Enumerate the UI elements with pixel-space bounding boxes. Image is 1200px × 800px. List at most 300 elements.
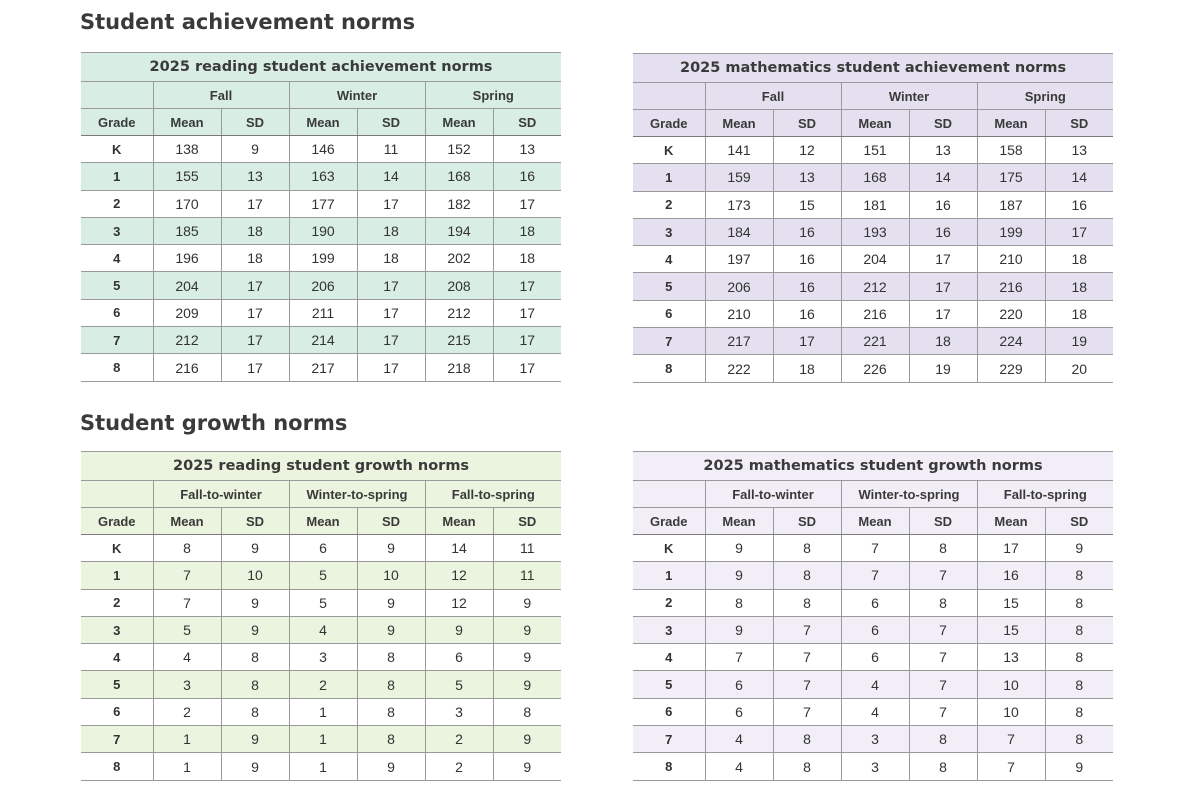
table-row xyxy=(633,300,1113,327)
value-cell: 187 xyxy=(977,191,1045,218)
table-title: 2025 mathematics student achievement norms xyxy=(633,54,1113,83)
value-cell: 7 xyxy=(705,644,773,671)
value-cell: 17 xyxy=(493,299,561,326)
value-cell: 6 xyxy=(841,589,909,616)
value-cell: 224 xyxy=(977,328,1045,355)
value-cell: 8 xyxy=(221,671,289,698)
value-cell: 13 xyxy=(221,163,289,190)
grade-cell: 8 xyxy=(81,753,153,780)
value-cell: 212 xyxy=(153,327,221,354)
period-header: Winter xyxy=(841,83,977,110)
grade-cell: 6 xyxy=(81,698,153,725)
value-cell: 217 xyxy=(289,354,357,381)
value-cell: 6 xyxy=(289,535,357,562)
column-header: SD xyxy=(773,110,841,137)
value-cell: 14 xyxy=(1045,164,1113,191)
value-cell: 7 xyxy=(909,698,977,725)
period-header: Fall-to-winter xyxy=(705,481,841,508)
value-cell: 8 xyxy=(1045,698,1113,725)
value-cell: 210 xyxy=(705,300,773,327)
grade-cell: 6 xyxy=(633,300,705,327)
value-cell: 1 xyxy=(289,753,357,780)
period-header: Fall xyxy=(705,83,841,110)
value-cell: 7 xyxy=(773,671,841,698)
column-header: SD xyxy=(909,508,977,535)
value-cell: 7 xyxy=(773,616,841,643)
value-cell: 182 xyxy=(425,190,493,217)
value-cell: 15 xyxy=(977,616,1045,643)
table-row xyxy=(81,163,561,190)
grade-cell: 1 xyxy=(81,562,153,589)
value-cell: 7 xyxy=(841,535,909,562)
grade-cell: 3 xyxy=(81,217,153,244)
grade-cell: 7 xyxy=(81,327,153,354)
table-row xyxy=(633,273,1113,300)
value-cell: 16 xyxy=(773,300,841,327)
table-row xyxy=(633,616,1113,643)
value-cell: 8 xyxy=(357,644,425,671)
value-cell: 209 xyxy=(153,299,221,326)
grade-cell: 2 xyxy=(81,589,153,616)
column-header: SD xyxy=(357,109,425,136)
grade-cell: 4 xyxy=(633,246,705,273)
table-body xyxy=(81,535,561,781)
table-row xyxy=(81,753,561,780)
value-cell: 214 xyxy=(289,327,357,354)
value-cell: 12 xyxy=(773,137,841,164)
value-cell: 18 xyxy=(221,217,289,244)
value-cell: 7 xyxy=(153,589,221,616)
value-cell: 17 xyxy=(909,300,977,327)
value-cell: 208 xyxy=(425,272,493,299)
grade-header-spacer xyxy=(81,481,153,508)
value-cell: 19 xyxy=(1045,328,1113,355)
period-header: Winter-to-spring xyxy=(289,481,425,508)
value-cell: 226 xyxy=(841,355,909,382)
value-cell: 9 xyxy=(705,562,773,589)
period-header: Winter xyxy=(289,82,425,109)
grade-cell: 1 xyxy=(633,164,705,191)
value-cell: 11 xyxy=(493,535,561,562)
value-cell: 8 xyxy=(1045,644,1113,671)
value-cell: 204 xyxy=(153,272,221,299)
column-header: Mean xyxy=(705,110,773,137)
value-cell: 8 xyxy=(1045,616,1113,643)
value-cell: 13 xyxy=(493,136,561,163)
table-row xyxy=(633,644,1113,671)
value-cell: 10 xyxy=(221,562,289,589)
value-cell: 17 xyxy=(221,272,289,299)
table-title: 2025 reading student achievement norms xyxy=(81,53,561,82)
table-row xyxy=(81,562,561,589)
grade-cell: 5 xyxy=(633,671,705,698)
value-cell: 3 xyxy=(153,671,221,698)
grade-cell: 4 xyxy=(81,245,153,272)
value-cell: 196 xyxy=(153,245,221,272)
value-cell: 8 xyxy=(705,589,773,616)
period-header: Fall xyxy=(153,82,289,109)
table-row xyxy=(81,726,561,753)
table-row xyxy=(633,535,1113,562)
value-cell: 141 xyxy=(705,137,773,164)
value-cell: 185 xyxy=(153,217,221,244)
value-cell: 9 xyxy=(221,753,289,780)
column-header: Grade xyxy=(633,110,705,137)
value-cell: 8 xyxy=(493,698,561,725)
table-row xyxy=(81,616,561,643)
value-cell: 8 xyxy=(357,726,425,753)
value-cell: 4 xyxy=(705,753,773,780)
value-cell: 10 xyxy=(357,562,425,589)
table-title: 2025 reading student growth norms xyxy=(81,452,561,481)
value-cell: 210 xyxy=(977,246,1045,273)
value-cell: 7 xyxy=(773,644,841,671)
value-cell: 6 xyxy=(705,671,773,698)
value-cell: 8 xyxy=(773,562,841,589)
value-cell: 8 xyxy=(221,644,289,671)
value-cell: 193 xyxy=(841,218,909,245)
value-cell: 10 xyxy=(977,671,1045,698)
value-cell: 216 xyxy=(841,300,909,327)
value-cell: 16 xyxy=(493,163,561,190)
grade-cell: 2 xyxy=(633,191,705,218)
value-cell: 9 xyxy=(1045,535,1113,562)
value-cell: 9 xyxy=(357,535,425,562)
table-row xyxy=(81,190,561,217)
value-cell: 9 xyxy=(221,535,289,562)
value-cell: 7 xyxy=(909,644,977,671)
value-cell: 190 xyxy=(289,217,357,244)
value-cell: 3 xyxy=(289,644,357,671)
achievement-norms-heading: Student achievement norms xyxy=(80,10,416,34)
value-cell: 9 xyxy=(493,589,561,616)
value-cell: 4 xyxy=(705,726,773,753)
grade-cell: 2 xyxy=(633,589,705,616)
value-cell: 14 xyxy=(425,535,493,562)
value-cell: 5 xyxy=(153,616,221,643)
grade-cell: 7 xyxy=(81,726,153,753)
value-cell: 7 xyxy=(153,562,221,589)
value-cell: 15 xyxy=(977,589,1045,616)
value-cell: 181 xyxy=(841,191,909,218)
value-cell: 4 xyxy=(289,616,357,643)
table-row xyxy=(633,589,1113,616)
value-cell: 9 xyxy=(493,671,561,698)
value-cell: 8 xyxy=(357,698,425,725)
value-cell: 2 xyxy=(153,698,221,725)
value-cell: 2 xyxy=(289,671,357,698)
value-cell: 17 xyxy=(357,299,425,326)
value-cell: 13 xyxy=(773,164,841,191)
value-cell: 1 xyxy=(289,726,357,753)
table-row xyxy=(81,299,561,326)
value-cell: 11 xyxy=(357,136,425,163)
math-growth-norms-table xyxy=(633,451,1113,781)
value-cell: 17 xyxy=(909,273,977,300)
value-cell: 2 xyxy=(425,726,493,753)
value-cell: 18 xyxy=(909,328,977,355)
value-cell: 211 xyxy=(289,299,357,326)
value-cell: 8 xyxy=(909,535,977,562)
column-header: Mean xyxy=(425,508,493,535)
grade-cell: 1 xyxy=(633,562,705,589)
value-cell: 9 xyxy=(221,589,289,616)
value-cell: 8 xyxy=(773,726,841,753)
value-cell: 8 xyxy=(909,589,977,616)
table-title: 2025 mathematics student growth norms xyxy=(633,452,1113,481)
value-cell: 14 xyxy=(357,163,425,190)
table-row xyxy=(81,589,561,616)
value-cell: 18 xyxy=(773,355,841,382)
value-cell: 206 xyxy=(705,273,773,300)
period-header: Spring xyxy=(977,83,1113,110)
table-row xyxy=(81,698,561,725)
value-cell: 9 xyxy=(357,616,425,643)
value-cell: 9 xyxy=(1045,753,1113,780)
table-row xyxy=(633,698,1113,725)
grade-cell: K xyxy=(633,137,705,164)
value-cell: 1 xyxy=(289,698,357,725)
column-header: SD xyxy=(221,508,289,535)
grade-cell: 6 xyxy=(81,299,153,326)
value-cell: 7 xyxy=(773,698,841,725)
value-cell: 13 xyxy=(1045,137,1113,164)
value-cell: 184 xyxy=(705,218,773,245)
value-cell: 16 xyxy=(977,562,1045,589)
column-header: Mean xyxy=(289,109,357,136)
grade-cell: 7 xyxy=(633,726,705,753)
table-row xyxy=(81,671,561,698)
growth-norms-heading: Student growth norms xyxy=(80,411,348,435)
value-cell: 9 xyxy=(357,753,425,780)
value-cell: 17 xyxy=(909,246,977,273)
value-cell: 17 xyxy=(977,535,1045,562)
value-cell: 16 xyxy=(773,246,841,273)
table-body xyxy=(633,535,1113,781)
math-achievement-norms-table xyxy=(633,53,1113,383)
value-cell: 18 xyxy=(493,217,561,244)
grade-cell: 4 xyxy=(633,644,705,671)
value-cell: 221 xyxy=(841,328,909,355)
column-header: Mean xyxy=(153,109,221,136)
value-cell: 146 xyxy=(289,136,357,163)
column-header: SD xyxy=(1045,508,1113,535)
value-cell: 4 xyxy=(153,644,221,671)
value-cell: 17 xyxy=(773,328,841,355)
value-cell: 17 xyxy=(221,354,289,381)
value-cell: 14 xyxy=(909,164,977,191)
value-cell: 16 xyxy=(773,218,841,245)
value-cell: 4 xyxy=(841,698,909,725)
value-cell: 206 xyxy=(289,272,357,299)
column-header: Mean xyxy=(153,508,221,535)
value-cell: 17 xyxy=(221,190,289,217)
table-row xyxy=(81,272,561,299)
table-row xyxy=(633,671,1113,698)
table-row xyxy=(81,327,561,354)
grade-header-spacer xyxy=(633,481,705,508)
value-cell: 9 xyxy=(493,753,561,780)
column-header: SD xyxy=(357,508,425,535)
value-cell: 15 xyxy=(773,191,841,218)
value-cell: 163 xyxy=(289,163,357,190)
value-cell: 17 xyxy=(493,354,561,381)
value-cell: 17 xyxy=(357,327,425,354)
column-header: Mean xyxy=(977,110,1045,137)
value-cell: 216 xyxy=(153,354,221,381)
value-cell: 175 xyxy=(977,164,1045,191)
period-header: Fall-to-winter xyxy=(153,481,289,508)
column-header: Mean xyxy=(841,110,909,137)
value-cell: 215 xyxy=(425,327,493,354)
column-header: Mean xyxy=(289,508,357,535)
value-cell: 138 xyxy=(153,136,221,163)
value-cell: 8 xyxy=(909,753,977,780)
value-cell: 18 xyxy=(357,217,425,244)
value-cell: 168 xyxy=(841,164,909,191)
value-cell: 204 xyxy=(841,246,909,273)
value-cell: 9 xyxy=(705,616,773,643)
value-cell: 216 xyxy=(977,273,1045,300)
table-row xyxy=(633,328,1113,355)
grade-cell: 3 xyxy=(633,616,705,643)
column-header: Mean xyxy=(977,508,1045,535)
value-cell: 168 xyxy=(425,163,493,190)
column-header: SD xyxy=(221,109,289,136)
value-cell: 217 xyxy=(705,328,773,355)
value-cell: 9 xyxy=(221,136,289,163)
value-cell: 9 xyxy=(221,726,289,753)
table-row xyxy=(81,136,561,163)
value-cell: 17 xyxy=(357,272,425,299)
value-cell: 19 xyxy=(909,355,977,382)
value-cell: 3 xyxy=(841,726,909,753)
value-cell: 194 xyxy=(425,217,493,244)
value-cell: 17 xyxy=(493,272,561,299)
value-cell: 18 xyxy=(221,245,289,272)
value-cell: 17 xyxy=(1045,218,1113,245)
value-cell: 8 xyxy=(153,535,221,562)
grade-header-spacer xyxy=(633,83,705,110)
value-cell: 7 xyxy=(909,616,977,643)
grade-cell: 4 xyxy=(81,644,153,671)
value-cell: 16 xyxy=(909,191,977,218)
table-row xyxy=(633,753,1113,780)
value-cell: 13 xyxy=(909,137,977,164)
column-header: Mean xyxy=(841,508,909,535)
value-cell: 13 xyxy=(977,644,1045,671)
value-cell: 8 xyxy=(221,698,289,725)
table-row xyxy=(633,137,1113,164)
column-header: Mean xyxy=(705,508,773,535)
grade-cell: 5 xyxy=(81,671,153,698)
value-cell: 17 xyxy=(221,327,289,354)
value-cell: 220 xyxy=(977,300,1045,327)
value-cell: 9 xyxy=(493,726,561,753)
table-row xyxy=(81,644,561,671)
value-cell: 17 xyxy=(493,327,561,354)
value-cell: 20 xyxy=(1045,355,1113,382)
value-cell: 1 xyxy=(153,753,221,780)
value-cell: 199 xyxy=(289,245,357,272)
value-cell: 16 xyxy=(773,273,841,300)
grade-cell: 8 xyxy=(81,354,153,381)
value-cell: 7 xyxy=(977,753,1045,780)
value-cell: 212 xyxy=(841,273,909,300)
column-header: Grade xyxy=(81,508,153,535)
value-cell: 155 xyxy=(153,163,221,190)
value-cell: 17 xyxy=(357,190,425,217)
value-cell: 8 xyxy=(1045,562,1113,589)
value-cell: 8 xyxy=(357,671,425,698)
value-cell: 8 xyxy=(773,589,841,616)
grade-cell: 5 xyxy=(633,273,705,300)
value-cell: 8 xyxy=(909,726,977,753)
value-cell: 9 xyxy=(425,616,493,643)
value-cell: 18 xyxy=(1045,300,1113,327)
value-cell: 229 xyxy=(977,355,1045,382)
value-cell: 170 xyxy=(153,190,221,217)
value-cell: 8 xyxy=(1045,589,1113,616)
table-row xyxy=(633,726,1113,753)
value-cell: 4 xyxy=(841,671,909,698)
grade-cell: 1 xyxy=(81,163,153,190)
table-row xyxy=(633,191,1113,218)
value-cell: 158 xyxy=(977,137,1045,164)
reading-growth-norms-table xyxy=(81,451,561,781)
table-body xyxy=(81,136,561,382)
value-cell: 7 xyxy=(841,562,909,589)
period-header: Winter-to-spring xyxy=(841,481,977,508)
value-cell: 16 xyxy=(909,218,977,245)
value-cell: 2 xyxy=(425,753,493,780)
value-cell: 6 xyxy=(705,698,773,725)
column-header: SD xyxy=(1045,110,1113,137)
column-header: SD xyxy=(773,508,841,535)
value-cell: 11 xyxy=(493,562,561,589)
table-row xyxy=(633,246,1113,273)
value-cell: 9 xyxy=(493,616,561,643)
period-header: Spring xyxy=(425,82,561,109)
value-cell: 12 xyxy=(425,589,493,616)
value-cell: 151 xyxy=(841,137,909,164)
value-cell: 5 xyxy=(425,671,493,698)
value-cell: 8 xyxy=(773,753,841,780)
table-row xyxy=(633,355,1113,382)
grade-cell: 8 xyxy=(633,753,705,780)
grade-cell: K xyxy=(81,136,153,163)
value-cell: 18 xyxy=(493,245,561,272)
value-cell: 10 xyxy=(977,698,1045,725)
value-cell: 202 xyxy=(425,245,493,272)
value-cell: 197 xyxy=(705,246,773,273)
grade-cell: 3 xyxy=(633,218,705,245)
value-cell: 173 xyxy=(705,191,773,218)
value-cell: 7 xyxy=(977,726,1045,753)
table-row xyxy=(633,562,1113,589)
period-header: Fall-to-spring xyxy=(977,481,1113,508)
column-header: SD xyxy=(493,508,561,535)
value-cell: 17 xyxy=(357,354,425,381)
value-cell: 8 xyxy=(773,535,841,562)
column-header: SD xyxy=(493,109,561,136)
value-cell: 17 xyxy=(493,190,561,217)
value-cell: 6 xyxy=(425,644,493,671)
value-cell: 199 xyxy=(977,218,1045,245)
value-cell: 212 xyxy=(425,299,493,326)
value-cell: 152 xyxy=(425,136,493,163)
value-cell: 18 xyxy=(1045,246,1113,273)
